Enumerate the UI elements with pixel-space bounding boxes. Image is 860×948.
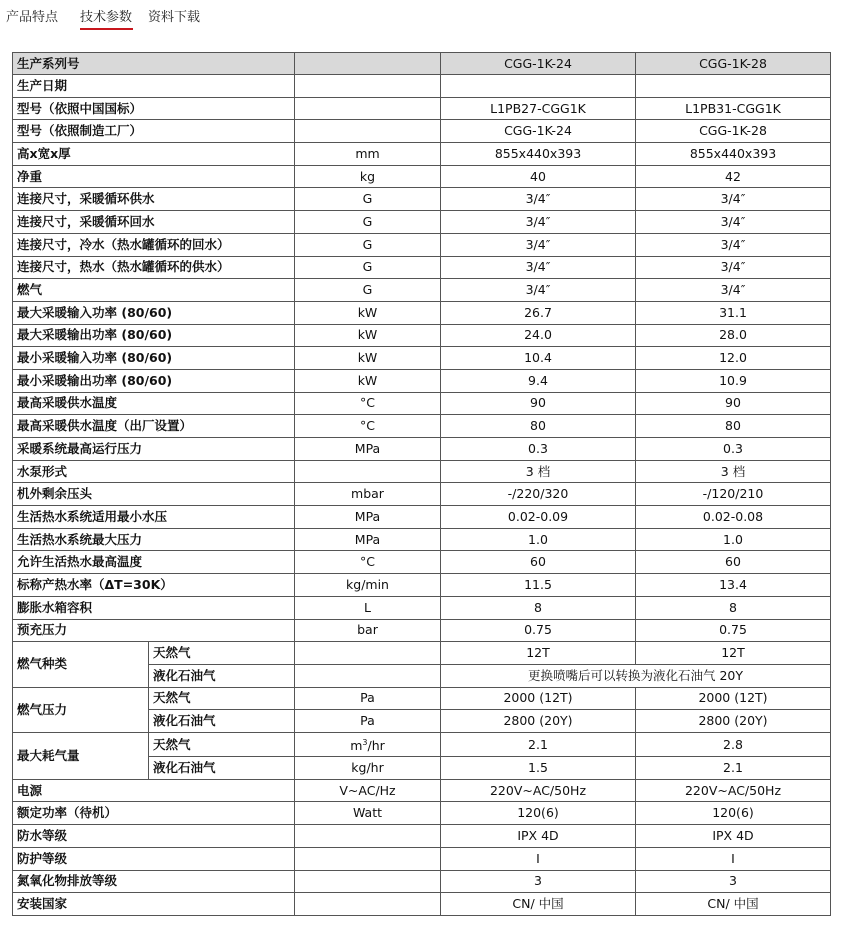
row-label: 高x宽x厚 [13,143,295,166]
table-row [13,802,831,825]
active-tab-indicator [80,28,133,30]
row-value-2: 12T [636,642,831,665]
row-label: 氮氧化物排放等级 [13,870,295,893]
row-unit [295,664,441,687]
row-value-1: 0.3 [441,438,636,461]
row-value-2: 2.8 [636,732,831,756]
row-unit: MPa [295,528,441,551]
row-value-1: CGG-1K-24 [441,120,636,143]
row-value-2: 855x440x393 [636,143,831,166]
gas-pressure-lpg: 液化石油气 [149,710,295,733]
row-label: 安装国家 [13,893,295,916]
row-unit [295,847,441,870]
row-unit: kW [295,347,441,370]
row-value-1: 26.7 [441,301,636,324]
row-unit: kW [295,324,441,347]
gas-consumption-natural-gas: 天然气 [149,732,295,756]
row-value-2: 3/4″ [636,188,831,211]
gas-pressure-natural-gas: 天然气 [149,687,295,710]
row-label: 防护等级 [13,847,295,870]
row-value-1: 3/4″ [441,233,636,256]
row-value-2: 3/4″ [636,279,831,302]
row-label: 燃气 [13,279,295,302]
row-label: 最高采暖供水温度（出厂设置） [13,415,295,438]
row-label: 最大采暖输出功率 (80/60) [13,324,295,347]
row-value-1: 8 [441,596,636,619]
row-value-2: 1.0 [636,528,831,551]
table-row [13,619,831,642]
row-value-1: CN/ 中国 [441,893,636,916]
table-row [13,460,831,483]
gas-type-natural-gas: 天然气 [149,642,295,665]
table-row [13,347,831,370]
table-row [13,279,831,302]
row-value-2: I [636,847,831,870]
header-label: 生产系列号 [13,53,295,75]
row-unit: Pa [295,710,441,733]
row-value-2: 12.0 [636,347,831,370]
row-value-1: 1.0 [441,528,636,551]
row-label: 膨胀水箱容积 [13,596,295,619]
table-row [13,97,831,120]
row-label: 最大采暖输入功率 (80/60) [13,301,295,324]
row-value-2: 31.1 [636,301,831,324]
row-unit: kW [295,301,441,324]
table-row [13,732,831,756]
row-value-2: CGG-1K-28 [636,120,831,143]
row-label: 连接尺寸，冷水（热水罐循环的回水） [13,233,295,256]
row-unit: mm [295,143,441,166]
row-unit: G [295,188,441,211]
row-value-1: I [441,847,636,870]
row-value-2: 2.1 [636,757,831,780]
row-value-2: 220V~AC/50Hz [636,779,831,802]
row-value-2: 0.75 [636,619,831,642]
row-value-1: 9.4 [441,369,636,392]
tab-downloads[interactable]: 资料下载 [148,10,201,25]
row-value-1: 10.4 [441,347,636,370]
row-unit: Pa [295,687,441,710]
tab-technical-parameters[interactable]: 技术参数 [80,10,133,25]
table-row [13,143,831,166]
table-row [13,506,831,529]
table-row [13,301,831,324]
row-value-1: 2000 (12T) [441,687,636,710]
row-value-2: 3/4″ [636,211,831,234]
row-unit: °C [295,392,441,415]
gas-pressure-label: 燃气压力 [13,687,149,732]
unit-tail: /hr [367,738,385,754]
row-value-2: 10.9 [636,369,831,392]
row-label: 标称产热水率（ΔT=30K） [13,574,295,597]
row-value-1: 220V~AC/50Hz [441,779,636,802]
table-row [13,893,831,916]
row-value-1: 3/4″ [441,279,636,302]
row-value-1: 80 [441,415,636,438]
row-value-2: CN/ 中国 [636,893,831,916]
row-unit: °C [295,551,441,574]
row-value-2: 60 [636,551,831,574]
row-label: 水泵形式 [13,460,295,483]
row-value-2: 3 [636,870,831,893]
row-unit: mbar [295,483,441,506]
row-label: 净重 [13,165,295,188]
row-label: 允许生活热水最高温度 [13,551,295,574]
table-row [13,528,831,551]
row-value-2 [636,75,831,98]
row-value-1: 60 [441,551,636,574]
row-unit: G [295,256,441,279]
row-value-1: 3 [441,870,636,893]
row-label: 连接尺寸，采暖循环回水 [13,211,295,234]
row-value-2: 42 [636,165,831,188]
row-value-1: 24.0 [441,324,636,347]
header-model-1: CGG-1K-24 [441,53,636,75]
row-value-2: 3 档 [636,460,831,483]
row-label: 连接尺寸，采暖循环供水 [13,188,295,211]
row-unit [295,870,441,893]
row-unit: G [295,279,441,302]
row-value-2: 80 [636,415,831,438]
row-unit: kW [295,369,441,392]
table-row [13,211,831,234]
row-label: 最小采暖输出功率 (80/60) [13,369,295,392]
row-value-2: 0.02-0.08 [636,506,831,529]
row-value-1: 1.5 [441,757,636,780]
row-label: 最高采暖供水温度 [13,392,295,415]
row-label: 最小采暖输入功率 (80/60) [13,347,295,370]
row-label: 机外剩余压头 [13,483,295,506]
table-row [13,596,831,619]
row-value-2: 28.0 [636,324,831,347]
header-model-2: CGG-1K-28 [636,53,831,75]
row-value-2: 2000 (12T) [636,687,831,710]
row-value-1: -/220/320 [441,483,636,506]
row-unit [295,642,441,665]
row-unit: Watt [295,802,441,825]
row-value-1: 11.5 [441,574,636,597]
table-row [13,233,831,256]
table-row [13,120,831,143]
spec-table [12,52,831,916]
table-row [13,165,831,188]
row-value-1: 40 [441,165,636,188]
row-value-2: 13.4 [636,574,831,597]
row-value-1: 90 [441,392,636,415]
row-unit [295,732,441,756]
row-value-1: 3/4″ [441,211,636,234]
row-unit: MPa [295,506,441,529]
row-label: 采暖系统最高运行压力 [13,438,295,461]
table-row [13,256,831,279]
table-row [13,687,831,710]
row-value-2: 3/4″ [636,256,831,279]
row-value-1: 0.75 [441,619,636,642]
gas-type-label: 燃气种类 [13,642,149,687]
table-row [13,369,831,392]
row-value-1: 0.02-0.09 [441,506,636,529]
row-value-1: 12T [441,642,636,665]
tab-product-features[interactable]: 产品特点 [6,10,59,25]
tab-bar [0,0,860,30]
row-value-1: 2.1 [441,732,636,756]
row-label: 型号（依照中国国标） [13,97,295,120]
row-label: 预充压力 [13,619,295,642]
gas-type-lpg: 液化石油气 [149,664,295,687]
table-row [13,75,831,98]
table-row [13,438,831,461]
row-unit [295,893,441,916]
row-unit: V~AC/Hz [295,779,441,802]
row-value-2: 90 [636,392,831,415]
table-row [13,825,831,848]
row-value-2: 120(6) [636,802,831,825]
row-value-1: 3/4″ [441,256,636,279]
row-unit: kg/min [295,574,441,597]
row-value-2: IPX 4D [636,825,831,848]
row-value-2: 2800 (20Y) [636,710,831,733]
row-value-1: 120(6) [441,802,636,825]
row-value-1: IPX 4D [441,825,636,848]
table-row [13,551,831,574]
table-row [13,574,831,597]
row-unit: °C [295,415,441,438]
row-label: 电源 [13,779,295,802]
gas-consumption-label: 最大耗气量 [13,732,149,779]
row-value-1: 2800 (20Y) [441,710,636,733]
row-value-2: 0.3 [636,438,831,461]
row-unit [295,825,441,848]
row-value-2: 8 [636,596,831,619]
row-label: 型号（依照制造工厂） [13,120,295,143]
table-header-row [13,53,831,75]
unit-superscript: 3 [362,737,368,747]
row-value-1: 3/4″ [441,188,636,211]
table-row [13,483,831,506]
row-value-1 [441,75,636,98]
row-unit: G [295,233,441,256]
row-label: 生活热水系统适用最小水压 [13,506,295,529]
row-label: 生产日期 [13,75,295,98]
row-unit: MPa [295,438,441,461]
row-label: 连接尺寸，热水（热水罐循环的供水） [13,256,295,279]
unit-base: m [350,738,363,754]
row-unit: kg/hr [295,757,441,780]
row-value-2: 3/4″ [636,233,831,256]
row-unit: L [295,596,441,619]
row-unit: bar [295,619,441,642]
row-unit: G [295,211,441,234]
table-row [13,870,831,893]
table-row [13,188,831,211]
row-value-2: -/120/210 [636,483,831,506]
table-row [13,324,831,347]
row-unit [295,120,441,143]
table-row [13,642,831,665]
row-value-1: 855x440x393 [441,143,636,166]
row-label: 额定功率（待机） [13,802,295,825]
row-unit [295,97,441,120]
row-value-1: L1PB27-CGG1K [441,97,636,120]
row-value-1: 3 档 [441,460,636,483]
table-row [13,779,831,802]
row-unit [295,460,441,483]
gas-type-lpg-note: 更换喷嘴后可以转换为液化石油气 20Y [441,664,831,687]
table-row [13,847,831,870]
row-unit [295,75,441,98]
row-unit: kg [295,165,441,188]
table-row [13,392,831,415]
gas-consumption-lpg: 液化石油气 [149,757,295,780]
table-row [13,415,831,438]
row-label: 防水等级 [13,825,295,848]
header-unit [295,53,441,75]
row-label: 生活热水系统最大压力 [13,528,295,551]
row-value-2: L1PB31-CGG1K [636,97,831,120]
